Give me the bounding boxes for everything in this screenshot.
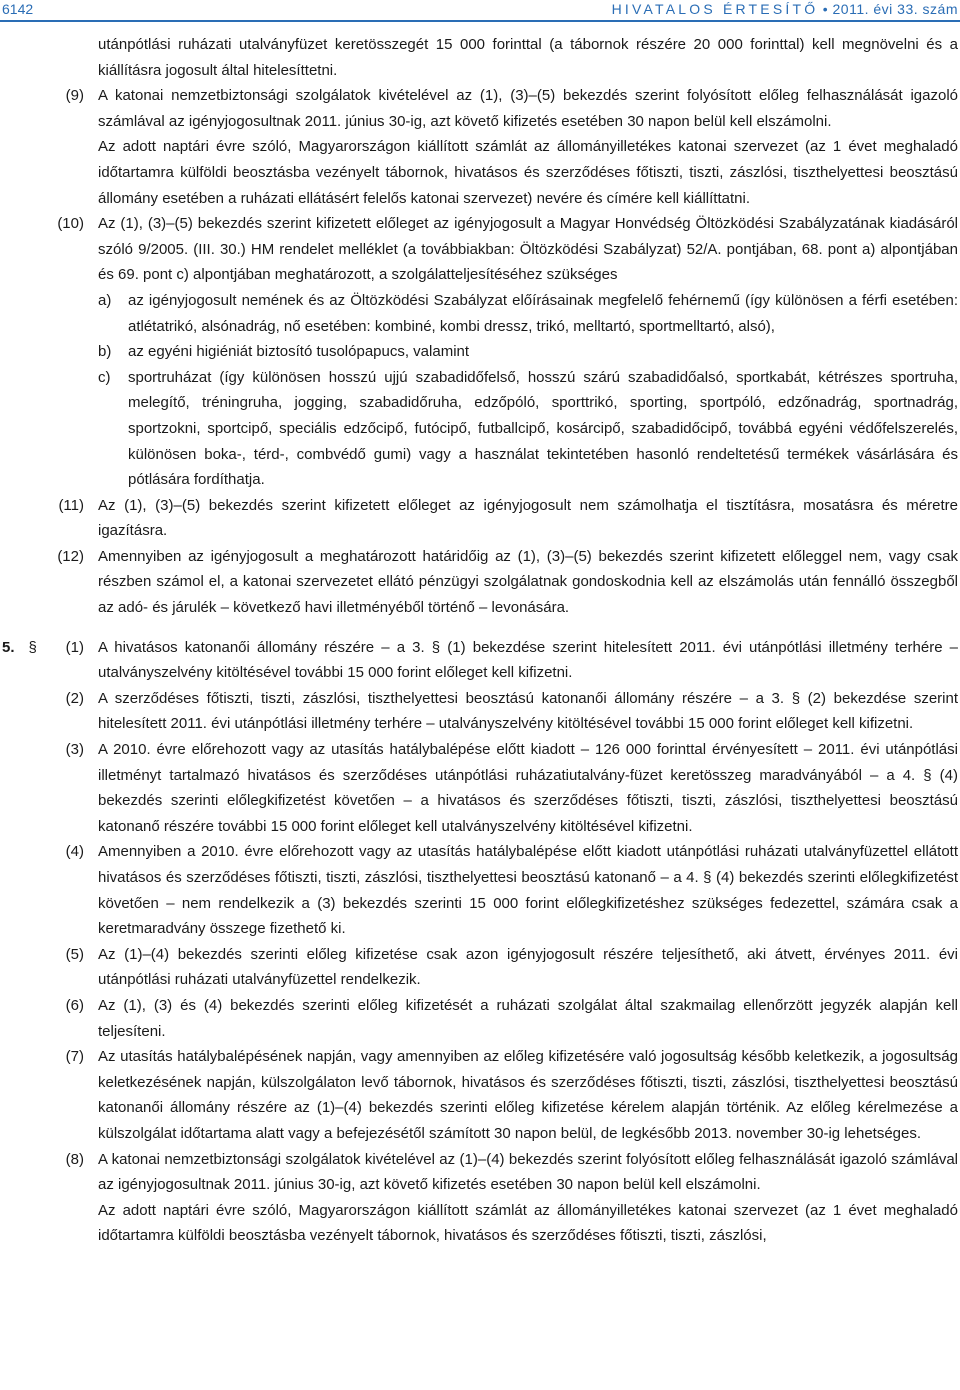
paragraph-number: (3) — [65, 741, 84, 759]
paragraph-text: Amennyiben a 2010. évre előrehozott vagy az utasítás hatálybalépése előtt kiadott utánpótlási ruházati utalványfüzettel ellátott hivatásos és szerződéses főtiszti, tiszti, zászlósi, tiszthelyettesi beosztású katonanő – a 4. § (4) bekezdés szerinti előlegkifizetést követően – nem rendelkezik a (3) bekezdés szerinti 15 000 forint előlegkifizetéshez szükséges fedezettel, számára csak a keretmaradvány összege fizethető ki. — [98, 843, 958, 938]
header-rule — [0, 20, 960, 22]
item-text: sportruházat (így különösen hosszú ujjú szabadidőfelső, hosszú szárú szabadidőalsó, sportkabát, kétrészes sportruha, melegítő, tréningruha, jogging, szabadidőruha, edzőpóló, sporttrikó, sporting, sportpóló, edzőnadrág, sportnadrág, sportzokni, sportcipő, speciális edzőcipő, futócipő, futballcipő, kosárcipő, szabadidőcipő, továbbá egyéni védőfelszerelés, különösen boka-, térd-, combvédő gumi) vagy a használat tekintetében hasonló rendeltetésű termékek vásárlására és pótlására fordíthatja. — [128, 368, 958, 489]
paragraph-number: (4) — [65, 843, 84, 861]
separator: • — [822, 1, 829, 17]
paragraph-number: (7) — [65, 1048, 84, 1066]
paragraph-text: A 2010. évre előrehozott vagy az utasítás hatálybalépése előtt kiadott – 126 000 forinttal érvényesített – 2011. évi utánpótlási illetményt tartalmazó hivatásos és szerződéses utánpótlási ruházatiutalvány-füzet keretösszeg maradványából – a 4. § (4) bekezdés szerinti előlegkifizetést követően – a hivatásos és szerződéses főtiszti, tiszti, zászlósi, tiszthelyettesi beosztású katonanő részére további 15 000 forint előleget kell utalványszelvény kitöltésével kifizetni. — [98, 741, 958, 835]
paragraph-number: (2) — [65, 689, 84, 707]
paragraph-text: A katonai nemzetbiztonsági szolgálatok kivételével az (1)–(4) bekezdés szerint folyósított előleg felhasználását igazoló számlával az igényjogosultnak 2011. június 30-ig, azt követő kifizetés esetében 30 napon belül kell elszámolni. — [98, 1150, 958, 1194]
paragraph-number: (11) — [58, 496, 84, 514]
s5-paragraph-8 — [0, 1147, 960, 1198]
s5-paragraph-4 — [0, 839, 960, 941]
running-title — [612, 0, 958, 18]
list-item-a — [0, 288, 960, 339]
section-symbol: § — [28, 638, 37, 656]
paragraph-text: A szerződéses főtiszti, tiszti, zászlósi, tiszthelyettesi beosztású katonanői állomány részére – a 3. § (2) bekezdése szerint hitelesített 2011. évi utánpótlási illetmény terhére – utalványszelvény kitöltésével további 15 000 forint előleget kell kifizetni. — [98, 689, 958, 733]
list-item-b — [0, 339, 960, 365]
paragraph-10 — [0, 211, 960, 288]
s5-paragraph-7 — [0, 1044, 960, 1146]
s5-paragraph-6 — [0, 993, 960, 1044]
s5-paragraph-3 — [0, 737, 960, 839]
paragraph-12 — [0, 544, 960, 621]
document-body — [0, 32, 960, 1249]
paragraph-text: Az (1)–(4) bekezdés szerinti előleg kifizetése csak azon igényjogosult részére teljesíthető, aki átvett, érvényes 2011. évi utánpótlási ruházati utalványfüzettel rendelkezik. — [98, 945, 958, 989]
item-label: c) — [98, 368, 111, 386]
paragraph-text: Az (1), (3) és (4) bekezdés szerinti előleg kifizetését a ruházati szolgálat által szakmailag ellenőrzött jegyzék alapján kell teljesíteni. — [98, 996, 958, 1040]
paragraph-number: (6) — [65, 996, 84, 1014]
s5-paragraph-8-continuation — [0, 1198, 960, 1249]
paragraph-text: Az utasítás hatálybalépésének napján, vagy amennyiben az előleg kifizetésére való jogosultság később keletkezik, a jogosultság keletkezésének napján, külszolgálaton levő tábornok, hivatásos és szerződéses főtiszti, tiszti, zászlósi, tiszthelyettesi beosztású katonanői állomány részére az (1)–(4) bekezdés szerinti előleg kifizetése kérelem alapján történik. Az előleg kérelmezése a külszolgálat időtartama alatt vagy a befejezésétől számított 30 napon belül, de legkésőbb 2013. november 30-ig lehetséges. — [98, 1048, 958, 1142]
intro-paragraph — [0, 32, 960, 83]
paragraph-text: Az adott naptári évre szóló, Magyarországon kiállított számlát az állományilletékes katonai szervezet (az 1 évet meghaladó időtartamra külföldi beosztásba vezényelt tábornok, hivatásos és szerződéses főtiszti, tiszti, zászlósi, tiszthelyettesi beosztású állomány esetében a ruházati ellátásért felelős katonai szervezet) nevére és címére kell kiállíttatni. — [98, 138, 958, 207]
paragraph-text: Amennyiben az igényjogosult a meghatározott határidőig az (1), (3)–(5) bekezdés szerint kifizetett előleggel nem, vagy csak részben számol el, a katonai szervezetet ellátó pénzügyi szolgálatnak gondoskodnia kell az elszámolás után fennálló összegből az adó- és járulék – következő havi illetményéből történő – levonására. — [98, 547, 958, 617]
paragraph-number: (9) — [65, 87, 84, 105]
publication-title: HIVATALOS ÉRTESÍTŐ — [611, 1, 819, 17]
item-text: az egyéni higiéniát biztosító tusolópapucs, valamint — [128, 343, 470, 361]
page-number: 6142 — [2, 1, 34, 17]
item-text: az igényjogosult nemének és az Öltözködési Szabályzat előírásainak megfelelő fehérnemű (így különösen a férfi esetében: atlétatrikó, alsónadrág, nő esetében: kombiné, kombi dressz, trikó, melltartó, sportmelltartó, alsó), — [128, 291, 958, 335]
paragraph-text: A katonai nemzetbiztonsági szolgálatok kivételével az (1), (3)–(5) bekezdés szerint folyósított előleg felhasználását igazoló számlával az igényjogosultnak 2011. június 30-ig, azt követő kifizetés esetében 30 napon belül kell elszámolni. — [98, 87, 958, 130]
s5-paragraph-2 — [0, 686, 960, 737]
item-label: a) — [98, 291, 112, 309]
item-label: b) — [98, 343, 112, 361]
paragraph-9-continuation — [0, 134, 960, 211]
paragraph-text: Az adott naptári évre szóló, Magyarországon kiállított számlát az állományilletékes katonai szervezet (az 1 évet meghaladó időtartamra külföldi beosztásba vezényelt tábornok, hivatásos és szerződéses főtiszti, tiszti, zászlósi, — [98, 1201, 958, 1245]
s5-paragraph-1 — [0, 635, 960, 686]
list-item-c — [0, 365, 960, 493]
page-header — [0, 0, 960, 24]
section-5 — [0, 635, 960, 1249]
paragraph-number: (12) — [57, 547, 84, 565]
paragraph-text: Az (1), (3)–(5) bekezdés szerint kifizetett előleget az igényjogosult nem számolhatja el tisztításra, mosatásra és méretre igazításra. — [98, 496, 958, 540]
paragraph-11 — [0, 493, 960, 544]
paragraph-number: (1) — [65, 638, 84, 656]
paragraph-text: Az (1), (3)–(5) bekezdés szerint kifizetett előleget az igényjogosult a Magyar Honvédség Öltözködési Szabályzatának kiadásáról szóló 9/2005. (III. 30.) HM rendelet melléklet (a továbbiakban: Öltözködési Szabályzat) 52/A. pontjában, 68. pont a) alpontjában és 69. pont c) alpontjában meghatározott, a szolgálatteljesítéséhez szükséges — [98, 215, 958, 284]
paragraph-text: A hivatásos katonanői állomány részére – a 3. § (1) bekezdése szerint hitelesített 2011. évi utánpótlási illetmény terhére – utalványszelvény kitöltésével további 15 000 forint előleget kell kifizetni. — [98, 638, 958, 682]
paragraph-number: (10) — [57, 215, 84, 233]
paragraph-9 — [0, 83, 960, 134]
paragraph-number: (8) — [65, 1150, 84, 1168]
issue-label: 2011. évi 33. szám — [832, 1, 958, 17]
paragraph-number: (5) — [65, 945, 84, 963]
section-number: 5. — [2, 638, 15, 656]
s5-paragraph-5 — [0, 942, 960, 993]
intro-text: utánpótlási ruházati utalványfüzet keretösszegét 15 000 forinttal (a tábornok részére 20 000 forinttal) kell megnövelni és a kiállításra jogosult által hitelesíttetni. — [98, 36, 958, 79]
